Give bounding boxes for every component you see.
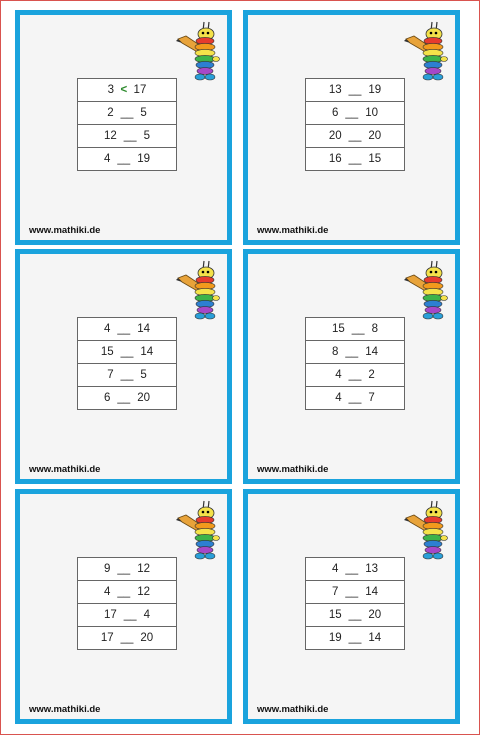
left-number: 15 [328, 609, 342, 621]
table-row [306, 318, 405, 341]
site-url: www.mathiki.de [257, 704, 329, 715]
table-row [306, 364, 405, 387]
answer-blank[interactable]: __ [117, 392, 131, 404]
right-number: 4 [143, 609, 150, 621]
comparison-task [306, 364, 405, 387]
left-number: 7 [107, 369, 114, 381]
right-number: 14 [365, 586, 378, 598]
comparison-task [78, 604, 177, 627]
pencil-bird-mascot-icon [176, 19, 222, 83]
comparison-task [306, 318, 405, 341]
right-number: 14 [140, 346, 154, 358]
comparison-task [78, 102, 177, 125]
answer-blank[interactable]: __ [348, 369, 362, 381]
right-number: 15 [368, 153, 382, 165]
table-row [78, 558, 177, 581]
left-number: 13 [328, 84, 342, 96]
answer-blank[interactable]: __ [117, 323, 131, 335]
answer-blank[interactable]: __ [120, 346, 134, 358]
answer-blank[interactable]: __ [345, 586, 359, 598]
answer-blank[interactable]: __ [348, 392, 362, 404]
table-row [78, 148, 177, 171]
pencil-bird-mascot-icon [404, 19, 450, 83]
right-number: 13 [365, 563, 378, 575]
answer-blank[interactable]: __ [345, 346, 359, 358]
table-row [78, 581, 177, 604]
comparison-task [78, 318, 177, 341]
left-number: 20 [328, 130, 342, 142]
table-row [306, 627, 405, 650]
comparison-table [305, 78, 405, 171]
task-card-5 [15, 489, 232, 724]
answer-blank[interactable]: __ [117, 586, 131, 598]
answer-blank[interactable]: __ [351, 323, 365, 335]
right-number: 20 [137, 392, 150, 404]
comparison-symbol: < [120, 84, 128, 96]
table-row [306, 387, 405, 410]
comparison-task [78, 364, 177, 387]
pencil-bird-mascot-icon [404, 498, 450, 562]
left-number: 4 [335, 392, 342, 404]
task-card-2 [243, 10, 460, 245]
left-number: 8 [332, 346, 339, 358]
left-number: 4 [104, 586, 111, 598]
comparison-task [306, 387, 405, 410]
right-number: 10 [365, 107, 378, 119]
comparison-task [306, 102, 405, 125]
table-row [306, 581, 405, 604]
pencil-bird-mascot-icon [176, 498, 222, 562]
answer-blank[interactable]: __ [123, 609, 137, 621]
left-number: 19 [328, 632, 342, 644]
left-number: 15 [100, 346, 114, 358]
comparison-table [305, 317, 405, 410]
comparison-task [306, 558, 405, 581]
comparison-task [306, 79, 405, 102]
pencil-bird-mascot-icon [176, 258, 222, 322]
comparison-task [78, 627, 177, 650]
left-number: 9 [104, 563, 111, 575]
left-number: 17 [104, 609, 117, 621]
comparison-task [78, 341, 177, 364]
site-url: www.mathiki.de [29, 464, 101, 475]
right-number: 20 [368, 130, 382, 142]
comparison-task [78, 125, 177, 148]
left-number: 12 [104, 130, 117, 142]
comparison-task [306, 148, 405, 171]
right-number: 12 [137, 563, 150, 575]
task-card-6 [243, 489, 460, 724]
answer-blank[interactable]: __ [345, 563, 359, 575]
left-number: 3 [107, 84, 115, 96]
comparison-task [306, 125, 405, 148]
right-number: 5 [143, 130, 150, 142]
table-row [78, 364, 177, 387]
comparison-task [306, 341, 405, 364]
site-url: www.mathiki.de [257, 225, 329, 236]
table-row [306, 604, 405, 627]
table-row [306, 148, 405, 171]
comparison-table [77, 557, 177, 650]
answer-blank[interactable]: __ [120, 107, 134, 119]
comparison-task [306, 581, 405, 604]
answer-blank[interactable]: __ [345, 107, 359, 119]
right-number: 14 [365, 346, 378, 358]
answer-blank[interactable]: __ [123, 130, 137, 142]
left-number: 4 [104, 323, 111, 335]
right-number: 17 [133, 84, 147, 96]
right-number: 5 [140, 369, 147, 381]
table-row [306, 558, 405, 581]
comparison-task [78, 558, 177, 581]
right-number: 20 [140, 632, 154, 644]
task-card-4 [243, 249, 460, 484]
left-number: 6 [104, 392, 111, 404]
left-number: 4 [104, 153, 111, 165]
table-row [306, 102, 405, 125]
answer-blank[interactable]: __ [120, 369, 134, 381]
left-number: 16 [328, 153, 342, 165]
right-number: 19 [368, 84, 382, 96]
comparison-table [77, 78, 177, 171]
table-row [306, 341, 405, 364]
answer-blank[interactable]: __ [348, 130, 362, 142]
comparison-task [78, 387, 177, 410]
right-number: 14 [137, 323, 150, 335]
comparison-task [78, 581, 177, 604]
right-number: 19 [137, 153, 150, 165]
right-number: 2 [368, 369, 375, 381]
answer-blank[interactable]: __ [117, 563, 131, 575]
right-number: 14 [368, 632, 382, 644]
answer-blank[interactable]: __ [117, 153, 131, 165]
task-card-1 [15, 10, 232, 245]
left-number: 4 [335, 369, 342, 381]
left-number: 17 [100, 632, 114, 644]
left-number: 2 [107, 107, 114, 119]
left-number: 4 [332, 563, 339, 575]
site-url: www.mathiki.de [29, 704, 101, 715]
table-row [78, 79, 177, 102]
answer-blank[interactable]: __ [348, 84, 362, 96]
right-number: 7 [368, 392, 375, 404]
table-row [78, 604, 177, 627]
task-card-3 [15, 249, 232, 484]
left-number: 7 [332, 586, 339, 598]
right-number: 5 [140, 107, 147, 119]
table-row [78, 125, 177, 148]
answer-blank[interactable]: __ [348, 609, 362, 621]
pencil-bird-mascot-icon [404, 258, 450, 322]
comparison-task [78, 79, 177, 102]
table-row [78, 341, 177, 364]
table-row [78, 102, 177, 125]
right-number: 20 [368, 609, 382, 621]
table-row [78, 627, 177, 650]
site-url: www.mathiki.de [29, 225, 101, 236]
comparison-table [305, 557, 405, 650]
comparison-task [306, 627, 405, 650]
left-number: 15 [332, 323, 345, 335]
comparison-task [78, 148, 177, 171]
table-row [78, 387, 177, 410]
comparison-task [306, 604, 405, 627]
left-number: 6 [332, 107, 339, 119]
right-number: 12 [137, 586, 150, 598]
site-url: www.mathiki.de [257, 464, 329, 475]
table-row [306, 79, 405, 102]
right-number: 8 [371, 323, 378, 335]
answer-blank[interactable]: __ [348, 153, 362, 165]
answer-blank[interactable]: __ [120, 632, 134, 644]
table-row [78, 318, 177, 341]
answer-blank[interactable]: __ [348, 632, 362, 644]
table-row [306, 125, 405, 148]
comparison-table [77, 317, 177, 410]
